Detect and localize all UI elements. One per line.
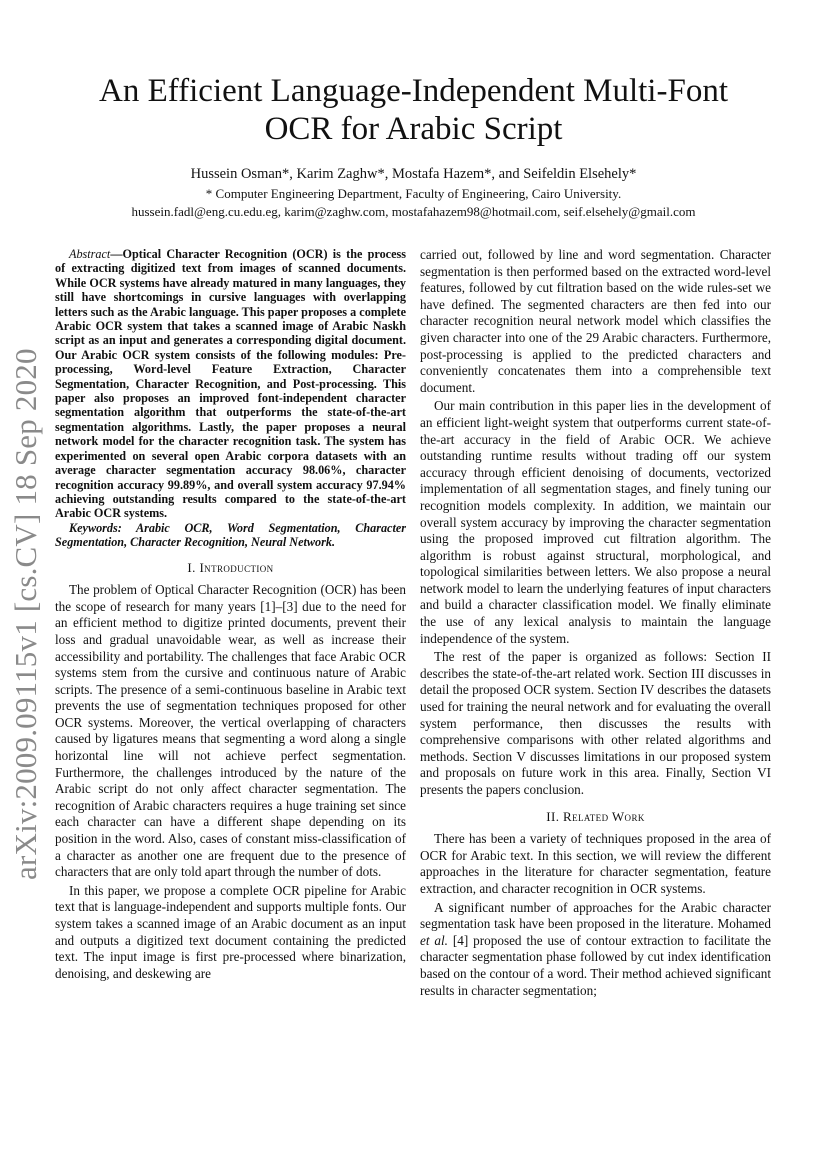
title-line-1: An Efficient Language-Independent Multi-Font <box>99 73 728 109</box>
section-title: Related Work <box>563 808 645 824</box>
abstract-label: Abstract <box>69 247 111 261</box>
et-al: et al. <box>420 932 448 948</box>
intro-paragraph-2-continued: carried out, followed by line and word segmentation. Character segmentation is then performed based on the extracted word-level features, followed by cut filtration based on the wide rules-set we have defined. The segmented characters are then fed into our character recognition neural network model which classifies the given character into one of the 29 Arabic characters. Furthermore, post-processing is applied to the predicted characters and conveniently concatenates them into a comprehensible text document. <box>420 247 771 395</box>
section-number: I. <box>187 559 196 575</box>
section-heading-related-work <box>420 809 771 826</box>
related-paragraph-1: There has been a variety of techniques proposed in the area of OCR for Arabic text. In this section, we will review the different approaches in the literature for character segmentation, feature extraction, and character recognition in OCR systems. <box>420 831 771 896</box>
left-column <box>55 247 406 982</box>
author-list: Hussein Osman*, Karim Zaghw*, Mostafa Hazem*, and Seifeldin Elsehely* <box>190 166 637 182</box>
intro-paragraph-2: In this paper, we propose a complete OCR pipeline for Arabic text that is language-independent and supports multiple fonts. Our system takes a scanned image of an Arabic document as an input and outputs a digitized text document containing the predicted text. The input image is first pre-processed where binarization, denoising, and deskewing are <box>55 882 406 981</box>
section-heading-introduction <box>55 560 406 577</box>
paper-title <box>60 72 767 148</box>
title-line-2: OCR for Arabic Script <box>264 111 563 147</box>
intro-paragraph-4: The rest of the paper is organized as follows: Section II describes the state-of-the-art related work. Section III discusses in detail the proposed OCR system. Section IV describes the datasets used for training the neural network and for evaluating the overall system performance, then discusses the results with comprehensive comparisons with other related algorithms and methods. Section V discusses limitations in our proposed system and proposals on future work in this area. Finally, Section VI presents the papers conclusion. <box>420 649 771 797</box>
abstract-text: —Optical Character Recognition (OCR) is the process of extracting digitized text from images of scanned documents. While OCR systems have already matured in many languages, they still have shortcomings in cursive languages with overlapping letters such as the Arabic language. This paper proposes a complete Arabic OCR system that takes a scanned image of Arabic Naskh script as an input and generates a corresponding digital document. Our Arabic OCR system consists of the following modules: Pre-processing, Word-level Feature Extraction, Character Segmentation, Character Recognition, and Post-processing. This paper also proposes an improved font-independent character segmentation algorithm that outperforms the state-of-the-art segmentation algorithms. Lastly, the paper proposes a neural network model for the character recognition task. The system has experimented on several open Arabic corpora datasets with an average character segmentation accuracy 98.06%, character recognition accuracy 99.89%, and overall system accuracy 97.94% achieving outstanding results compared to the state-of-the-art Arabic OCR systems. <box>55 247 406 521</box>
arxiv-identifier: arXiv:2009.09115v1 [cs.CV] 18 Sep 2020 <box>8 348 43 880</box>
section-title: Introduction <box>199 559 274 575</box>
intro-paragraph-1: The problem of Optical Character Recognition (OCR) has been the scope of research for many years [1]–[3] due to the need for an efficient method to digitize printed documents, prevent their loss and gradual unavoidable wear, as well as increase their accessibility and portability. The challenges that face Arabic OCR systems stem from the cursive and continuous nature of Arabic scripts. The presence of a semi-continuous baseline in Arabic text prevents the use of segmentation techniques proposed for other OCR systems. Moreover, the vertical overlapping of characters caused by ligatures means that segmenting a word along a single horizontal line will not achieve perfect segmentation. Furthermore, the challenges introduced by the nature of the Arabic script do not only affect character segmentation. The recognition of Arabic characters requires a huge training set since each character can have a different shape depending on its position in the word. Also, cases of constant miss-classification of a character as another one are frequent due to the presence of characters that are only told apart through the number of dots. <box>55 582 406 880</box>
right-column <box>420 247 771 999</box>
related-paragraph-2 <box>420 900 771 1000</box>
intro-paragraph-3: Our main contribution in this paper lies in the development of an efficient light-weight system that outperforms current state-of-the-art accuracy in the field of Arabic OCR. We achieve outstanding runtime results without trading off our system accuracy through efficient denoising of documents, vectorized implementation of all segmentation stages, and finely tuning our recognition models complexity. In addition, we maintain our overall system accuracy by improving the character segmentation using the proposed improved cut filtration algorithm. The algorithm is robust against structural, morphological, and topological similarities between letters. We also propose a neural network model to learn the underlying features of input characters and build a character classification model. We finally eliminate the use of any lexical analysis to maintain the language independence of the system. <box>420 398 771 646</box>
abstract <box>55 247 406 521</box>
section-number: II. <box>546 808 560 824</box>
related-text-a: A significant number of approaches for the Arabic character segmentation task have been proposed in the literature. Mohamed <box>420 899 771 932</box>
author-emails: hussein.fadl@eng.cu.edu.eg, karim@zaghw.com, mostafahazem98@hotmail.com, seif.elsehely@gmail.com <box>131 204 696 219</box>
keywords: Keywords: Arabic OCR, Word Segmentation, Character Segmentation, Character Recognition, Neural Network. <box>55 520 406 550</box>
related-text-b: [4] proposed the use of contour extraction to facilitate the character segmentation phase followed by cut index identification based on the contour of a word. Their method achieved significant results in character segmentation; <box>420 932 771 998</box>
affiliation: * Computer Engineering Department, Faculty of Engineering, Cairo University. <box>205 186 622 201</box>
